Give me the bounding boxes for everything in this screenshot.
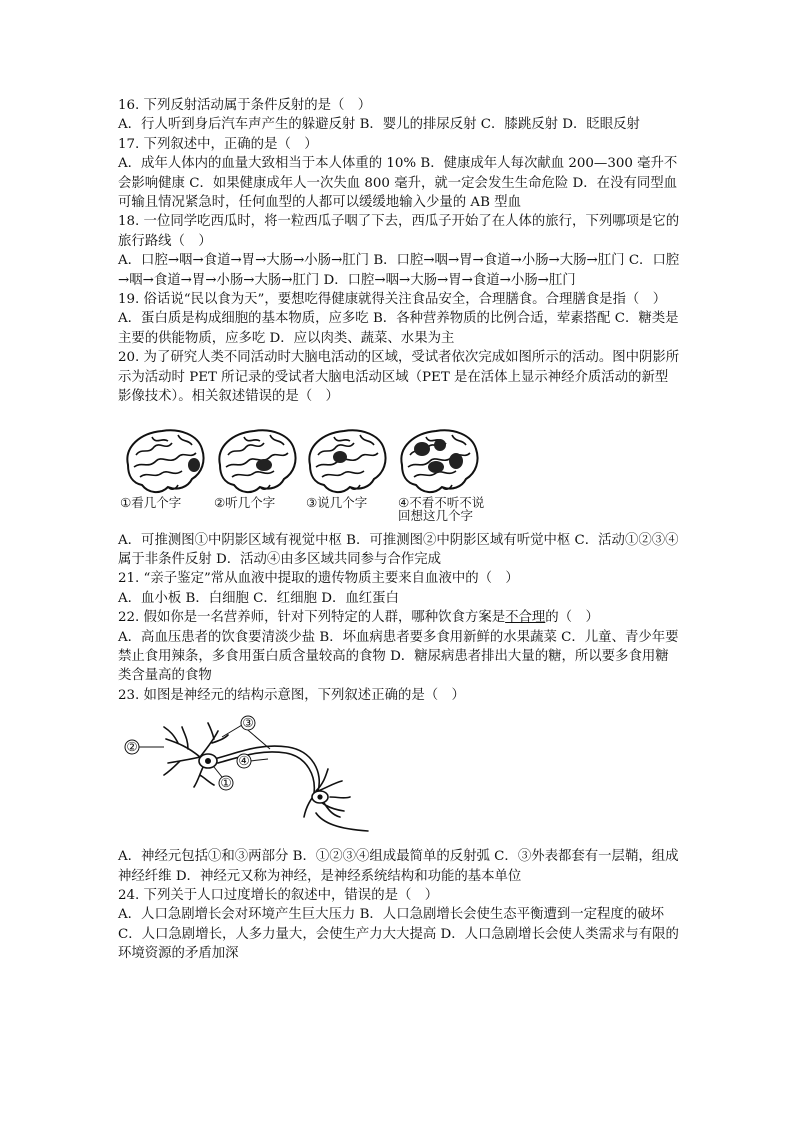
- question-22-options: A．高血压患者的饮食要清淡少盐 B．坏血病患者要多食用新鲜的水果蔬菜 C．儿童、青少年要禁止食用辣条，多食用蛋白质含量较高的食物 D．糖尿病患者排出大量的糖，所以要多食用糖类含量高的食物: [118, 629, 679, 684]
- question-19-stem: 19. 俗话说“民以食为天”，要想吃得健康就得关注食品安全，合理膳食。合理膳食是指（ ）: [118, 292, 667, 308]
- question-18-options: A．口腔→咽→食道→胃→大肠→小肠→肛门 B．口腔→咽→胃→食道→小肠→大肠→肛门 C．口腔→咽→食道→胃→小肠→大肠→肛门 D．口腔→咽→大肠→胃→食道→小肠→肛门: [118, 253, 680, 288]
- question-16-stem: 16. 下列反射活动属于条件反射的是（ ）: [118, 98, 372, 113]
- question-page: [118, 96, 680, 964]
- neuron-label-1: ①: [220, 775, 232, 791]
- question-17-stem: 17. 下列叙述中，正确的是（ ）: [118, 136, 318, 152]
- question-20-stem: 20. 为了研究人类不同活动时大脑电活动的区域，受试者依次完成如图所示的活动。图中阴影所示为活动时 PET 所记录的受试者大脑电活动区域（PET 是在活体上显示神经介质活动的新型影像技术）。相关叙述错误的是（ ）: [118, 350, 680, 405]
- figure-label-3: ③说几个字: [306, 494, 368, 510]
- brain-4: [401, 430, 477, 492]
- question-23-options: A．神经元包括①和③两部分 B．①②③④组成最简单的反射弧 C．③外表都套有一层鞘，组成神经纤维 D．神经元又称为神经，是神经系统结构和功能的基本单位: [118, 849, 679, 884]
- neuron-label-2: ②: [126, 739, 138, 755]
- figure-label-4-line2: 回想这几个字: [398, 507, 474, 521]
- question-22-stem-end: 的（ ）: [545, 610, 599, 626]
- question-23-stem: 23. 如图是神经元的结构示意图，下列叙述正确的是（ ）: [118, 687, 465, 703]
- neuron-label-3: ③: [242, 715, 254, 731]
- question-21-options: A．血小板 B．白细胞 C．红细胞 D．血红蛋白: [118, 590, 399, 606]
- question-20-options: A．可推测图①中阴影区域有视觉中枢 B．可推测图②中阴影区域有听觉中枢 C．活动①②③④属于非条件反射 D．活动④由多区域共同参与合作完成: [118, 532, 679, 567]
- figure-label-2: ②听几个字: [214, 494, 276, 510]
- question-22-stem: [118, 608, 680, 627]
- question-22-underlined: 不合理: [505, 610, 546, 626]
- brain-activity-figure: [118, 421, 498, 521]
- figure-label-1: ①看几个字: [120, 494, 182, 510]
- brain-1: [127, 430, 203, 492]
- question-24-options: A．人口急剧增长会对环境产生巨大压力 B．人口急剧增长会使生态平衡遭到一定程度的破坏 C．人口急剧增长，人多力量大，会使生产力大大提高 D．人口急剧增长会使人类需求与有限的环境资源的矛盾加深: [118, 907, 679, 962]
- question-21-stem: 21. “亲子鉴定”常从血液中提取的遗传物质主要来自血液中的（ ）: [118, 571, 519, 587]
- figure-label-4: ④不看不听不说: [398, 494, 485, 510]
- question-19-options: A．蛋白质是构成细胞的基本物质，应多吃 B．各种营养物质的比例合适，荤素搭配 C．糖类是主要的供能物质，应多吃 D．应以肉类、蔬菜、水果为主: [118, 311, 679, 346]
- question-24-stem: 24. 下列关于人口过度增长的叙述中，错误的是（ ）: [118, 887, 439, 903]
- neuron-label-4: ④: [238, 753, 250, 769]
- question-22-stem-start: 22. 假如你是一名营养师，针对下列特定的人群，哪种饮食方案是: [118, 610, 506, 626]
- question-18-stem: 18. 一位同学吃西瓜时，将一粒西瓜子咽了下去，西瓜子开始了在人体的旅行，下列哪项是它的旅行路线（ ）: [118, 214, 680, 249]
- question-17-options: A．成年人体内的血量大致相当于本人体重的 10% B．健康成年人每次献血 200—300 毫升不会影响健康 C．如果健康成年人一次失血 800 毫升，就一定会发生生命危险 D．在没有同型血可输且情况紧急时，任何血型的人都可以缓缓地输入少量的 AB 型血: [118, 156, 678, 211]
- brain-3: [309, 430, 385, 492]
- neuron-diagram: [118, 713, 373, 833]
- question-16-options: A．行人听到身后汽车声产生的躲避反射 B．婴儿的排尿反射 C．膝跳反射 D．眨眼反射: [118, 117, 640, 133]
- brain-2: [219, 430, 295, 492]
